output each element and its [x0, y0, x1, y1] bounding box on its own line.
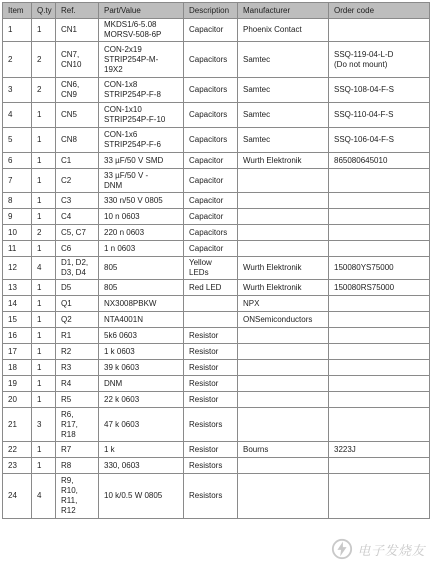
cell-part-value: 220 n 0603	[99, 225, 184, 241]
header-description: Description	[184, 3, 238, 19]
cell-order-code	[329, 458, 430, 474]
cell-qty: 1	[32, 328, 56, 344]
cell-description: Resistors	[184, 458, 238, 474]
cell-description: Resistor	[184, 344, 238, 360]
cell-description: Capacitors	[184, 225, 238, 241]
table-row	[3, 153, 430, 169]
table-row	[3, 241, 430, 257]
cell-item: 5	[3, 128, 32, 153]
cell-order-code	[329, 312, 430, 328]
table-row	[3, 296, 430, 312]
cell-order-code: 865080645010	[329, 153, 430, 169]
cell-item: 20	[3, 392, 32, 408]
cell-part-value: 39 k 0603	[99, 360, 184, 376]
table-row	[3, 42, 430, 78]
table-row	[3, 128, 430, 153]
cell-ref: CN1	[56, 19, 99, 42]
cell-qty: 1	[32, 153, 56, 169]
cell-part-value: NX3008PBKW	[99, 296, 184, 312]
cell-manufacturer	[238, 193, 329, 209]
cell-manufacturer	[238, 209, 329, 225]
cell-item: 9	[3, 209, 32, 225]
cell-item: 11	[3, 241, 32, 257]
table-row	[3, 169, 430, 193]
table-row	[3, 344, 430, 360]
header-manufacturer: Manufacturer	[238, 3, 329, 19]
cell-ref: D1, D2, D3, D4	[56, 257, 99, 280]
cell-item: 1	[3, 19, 32, 42]
cell-qty: 1	[32, 344, 56, 360]
cell-ref: R8	[56, 458, 99, 474]
cell-part-value: 1 k 0603	[99, 344, 184, 360]
cell-item: 24	[3, 474, 32, 519]
cell-item: 17	[3, 344, 32, 360]
cell-order-code	[329, 169, 430, 193]
cell-ref: R6, R17, R18	[56, 408, 99, 442]
cell-item: 3	[3, 78, 32, 103]
cell-description: Resistor	[184, 328, 238, 344]
cell-manufacturer	[238, 474, 329, 519]
cell-part-value: CON-1x10 STRIP254P-F-10	[99, 103, 184, 128]
cell-manufacturer: Wurth Elektronik	[238, 280, 329, 296]
cell-ref: CN8	[56, 128, 99, 153]
cell-ref: CN6, CN9	[56, 78, 99, 103]
cell-item: 15	[3, 312, 32, 328]
cell-qty: 1	[32, 209, 56, 225]
cell-qty: 1	[32, 392, 56, 408]
cell-description: Capacitors	[184, 128, 238, 153]
cell-part-value: 5k6 0603	[99, 328, 184, 344]
cell-qty: 1	[32, 128, 56, 153]
cell-manufacturer	[238, 376, 329, 392]
table-row	[3, 280, 430, 296]
cell-manufacturer: Samtec	[238, 42, 329, 78]
cell-order-code	[329, 193, 430, 209]
cell-qty: 1	[32, 193, 56, 209]
cell-qty: 1	[32, 241, 56, 257]
cell-description: Resistor	[184, 392, 238, 408]
cell-order-code: SSQ-110-04-F-S	[329, 103, 430, 128]
cell-manufacturer: Wurth Elektronik	[238, 257, 329, 280]
header-qty: Q.ty	[32, 3, 56, 19]
cell-description: Resistor	[184, 442, 238, 458]
cell-order-code	[329, 474, 430, 519]
cell-ref: C3	[56, 193, 99, 209]
cell-item: 19	[3, 376, 32, 392]
cell-item: 21	[3, 408, 32, 442]
cell-item: 8	[3, 193, 32, 209]
cell-qty: 1	[32, 296, 56, 312]
cell-item: 4	[3, 103, 32, 128]
cell-order-code	[329, 241, 430, 257]
cell-manufacturer: Wurth Elektronik	[238, 153, 329, 169]
cell-order-code	[329, 225, 430, 241]
cell-manufacturer: Samtec	[238, 103, 329, 128]
cell-part-value: 1 k	[99, 442, 184, 458]
header-order-code: Order code	[329, 3, 430, 19]
cell-ref: C4	[56, 209, 99, 225]
cell-part-value: 805	[99, 280, 184, 296]
cell-ref: C5, C7	[56, 225, 99, 241]
cell-part-value: 10 k/0.5 W 0805	[99, 474, 184, 519]
cell-description	[184, 312, 238, 328]
cell-qty: 1	[32, 360, 56, 376]
cell-description: Capacitor	[184, 19, 238, 42]
cell-order-code	[329, 296, 430, 312]
cell-order-code: SSQ-108-04-F-S	[329, 78, 430, 103]
lightning-logo-icon	[331, 538, 353, 560]
table-row	[3, 103, 430, 128]
table-row	[3, 209, 430, 225]
cell-ref: R9, R10, R11, R12	[56, 474, 99, 519]
cell-order-code: SSQ-119-04-L-D (Do not mount)	[329, 42, 430, 78]
cell-description: Capacitor	[184, 193, 238, 209]
cell-part-value: 805	[99, 257, 184, 280]
cell-part-value: NTA4001N	[99, 312, 184, 328]
cell-part-value: MKDS1/6-5.08 MORSV-508-6P	[99, 19, 184, 42]
cell-ref: CN7, CN10	[56, 42, 99, 78]
cell-ref: Q2	[56, 312, 99, 328]
cell-description: Resistors	[184, 408, 238, 442]
cell-description: Resistor	[184, 360, 238, 376]
cell-order-code: 3223J	[329, 442, 430, 458]
cell-manufacturer	[238, 225, 329, 241]
cell-item: 7	[3, 169, 32, 193]
cell-item: 22	[3, 442, 32, 458]
cell-qty: 1	[32, 376, 56, 392]
cell-part-value: DNM	[99, 376, 184, 392]
cell-description	[184, 296, 238, 312]
cell-qty: 4	[32, 257, 56, 280]
cell-qty: 1	[32, 458, 56, 474]
table-row	[3, 225, 430, 241]
cell-description: Resistor	[184, 376, 238, 392]
cell-order-code	[329, 19, 430, 42]
cell-description: Capacitor	[184, 169, 238, 193]
cell-ref: CN5	[56, 103, 99, 128]
cell-part-value: CON-1x8 STRIP254P-F-8	[99, 78, 184, 103]
bom-table-body	[3, 19, 430, 519]
cell-manufacturer: Samtec	[238, 78, 329, 103]
cell-description: Resistors	[184, 474, 238, 519]
cell-qty: 1	[32, 312, 56, 328]
cell-order-code	[329, 209, 430, 225]
cell-order-code: SSQ-106-04-F-S	[329, 128, 430, 153]
cell-qty: 2	[32, 42, 56, 78]
header-part-value: Part/Value	[99, 3, 184, 19]
cell-item: 18	[3, 360, 32, 376]
table-row	[3, 257, 430, 280]
cell-qty: 1	[32, 103, 56, 128]
table-row	[3, 360, 430, 376]
cell-ref: R3	[56, 360, 99, 376]
cell-part-value: 330, 0603	[99, 458, 184, 474]
cell-part-value: 1 n 0603	[99, 241, 184, 257]
watermark	[331, 538, 425, 560]
cell-qty: 4	[32, 474, 56, 519]
cell-part-value: 33 µF/50 V - DNM	[99, 169, 184, 193]
cell-manufacturer: Bourns	[238, 442, 329, 458]
cell-item: 6	[3, 153, 32, 169]
table-row	[3, 193, 430, 209]
cell-part-value: CON-1x6 STRIP254P-F-6	[99, 128, 184, 153]
table-row	[3, 442, 430, 458]
cell-manufacturer	[238, 241, 329, 257]
cell-part-value: 47 k 0603	[99, 408, 184, 442]
cell-description: Yellow LEDs	[184, 257, 238, 280]
cell-order-code	[329, 328, 430, 344]
cell-manufacturer: Samtec	[238, 128, 329, 153]
table-row	[3, 392, 430, 408]
cell-description: Capacitors	[184, 78, 238, 103]
header-item: Item	[3, 3, 32, 19]
cell-description: Capacitor	[184, 153, 238, 169]
cell-order-code	[329, 376, 430, 392]
cell-ref: R4	[56, 376, 99, 392]
watermark-text: 电子发烧友	[357, 543, 425, 559]
bom-table	[2, 2, 430, 519]
table-row	[3, 408, 430, 442]
cell-description: Capacitors	[184, 42, 238, 78]
cell-manufacturer	[238, 392, 329, 408]
cell-manufacturer: Phoenix Contact	[238, 19, 329, 42]
cell-order-code	[329, 344, 430, 360]
cell-manufacturer	[238, 360, 329, 376]
cell-description: Red LED	[184, 280, 238, 296]
cell-qty: 1	[32, 442, 56, 458]
table-row	[3, 78, 430, 103]
table-row	[3, 376, 430, 392]
cell-manufacturer	[238, 169, 329, 193]
cell-manufacturer	[238, 328, 329, 344]
header-row	[3, 3, 430, 19]
cell-description: Capacitor	[184, 241, 238, 257]
cell-qty: 1	[32, 169, 56, 193]
cell-qty: 2	[32, 78, 56, 103]
cell-qty: 1	[32, 19, 56, 42]
cell-order-code	[329, 360, 430, 376]
cell-item: 14	[3, 296, 32, 312]
cell-ref: R5	[56, 392, 99, 408]
cell-item: 23	[3, 458, 32, 474]
cell-manufacturer	[238, 458, 329, 474]
cell-part-value: 330 n/50 V 0805	[99, 193, 184, 209]
cell-qty: 1	[32, 280, 56, 296]
cell-item: 10	[3, 225, 32, 241]
cell-ref: R1	[56, 328, 99, 344]
cell-part-value: CON-2x19 STRIP254P-M- 19X2	[99, 42, 184, 78]
cell-order-code	[329, 408, 430, 442]
cell-part-value: 22 k 0603	[99, 392, 184, 408]
cell-part-value: 33 µF/50 V SMD	[99, 153, 184, 169]
header-ref: Ref.	[56, 3, 99, 19]
cell-ref: C2	[56, 169, 99, 193]
cell-part-value: 10 n 0603	[99, 209, 184, 225]
table-row	[3, 328, 430, 344]
cell-manufacturer	[238, 344, 329, 360]
table-row	[3, 312, 430, 328]
cell-description: Capacitor	[184, 209, 238, 225]
cell-ref: R2	[56, 344, 99, 360]
cell-ref: D5	[56, 280, 99, 296]
cell-item: 2	[3, 42, 32, 78]
table-row	[3, 458, 430, 474]
cell-order-code: 150080RS75000	[329, 280, 430, 296]
cell-item: 13	[3, 280, 32, 296]
table-row	[3, 474, 430, 519]
cell-order-code: 150080YS75000	[329, 257, 430, 280]
cell-ref: R7	[56, 442, 99, 458]
cell-ref: C1	[56, 153, 99, 169]
bom-table-header	[3, 3, 430, 19]
cell-qty: 2	[32, 225, 56, 241]
cell-qty: 3	[32, 408, 56, 442]
cell-manufacturer: ONSemiconductors	[238, 312, 329, 328]
cell-description: Capacitors	[184, 103, 238, 128]
cell-ref: Q1	[56, 296, 99, 312]
table-row	[3, 19, 430, 42]
cell-manufacturer	[238, 408, 329, 442]
cell-ref: C6	[56, 241, 99, 257]
cell-order-code	[329, 392, 430, 408]
cell-item: 16	[3, 328, 32, 344]
cell-manufacturer: NPX	[238, 296, 329, 312]
cell-item: 12	[3, 257, 32, 280]
